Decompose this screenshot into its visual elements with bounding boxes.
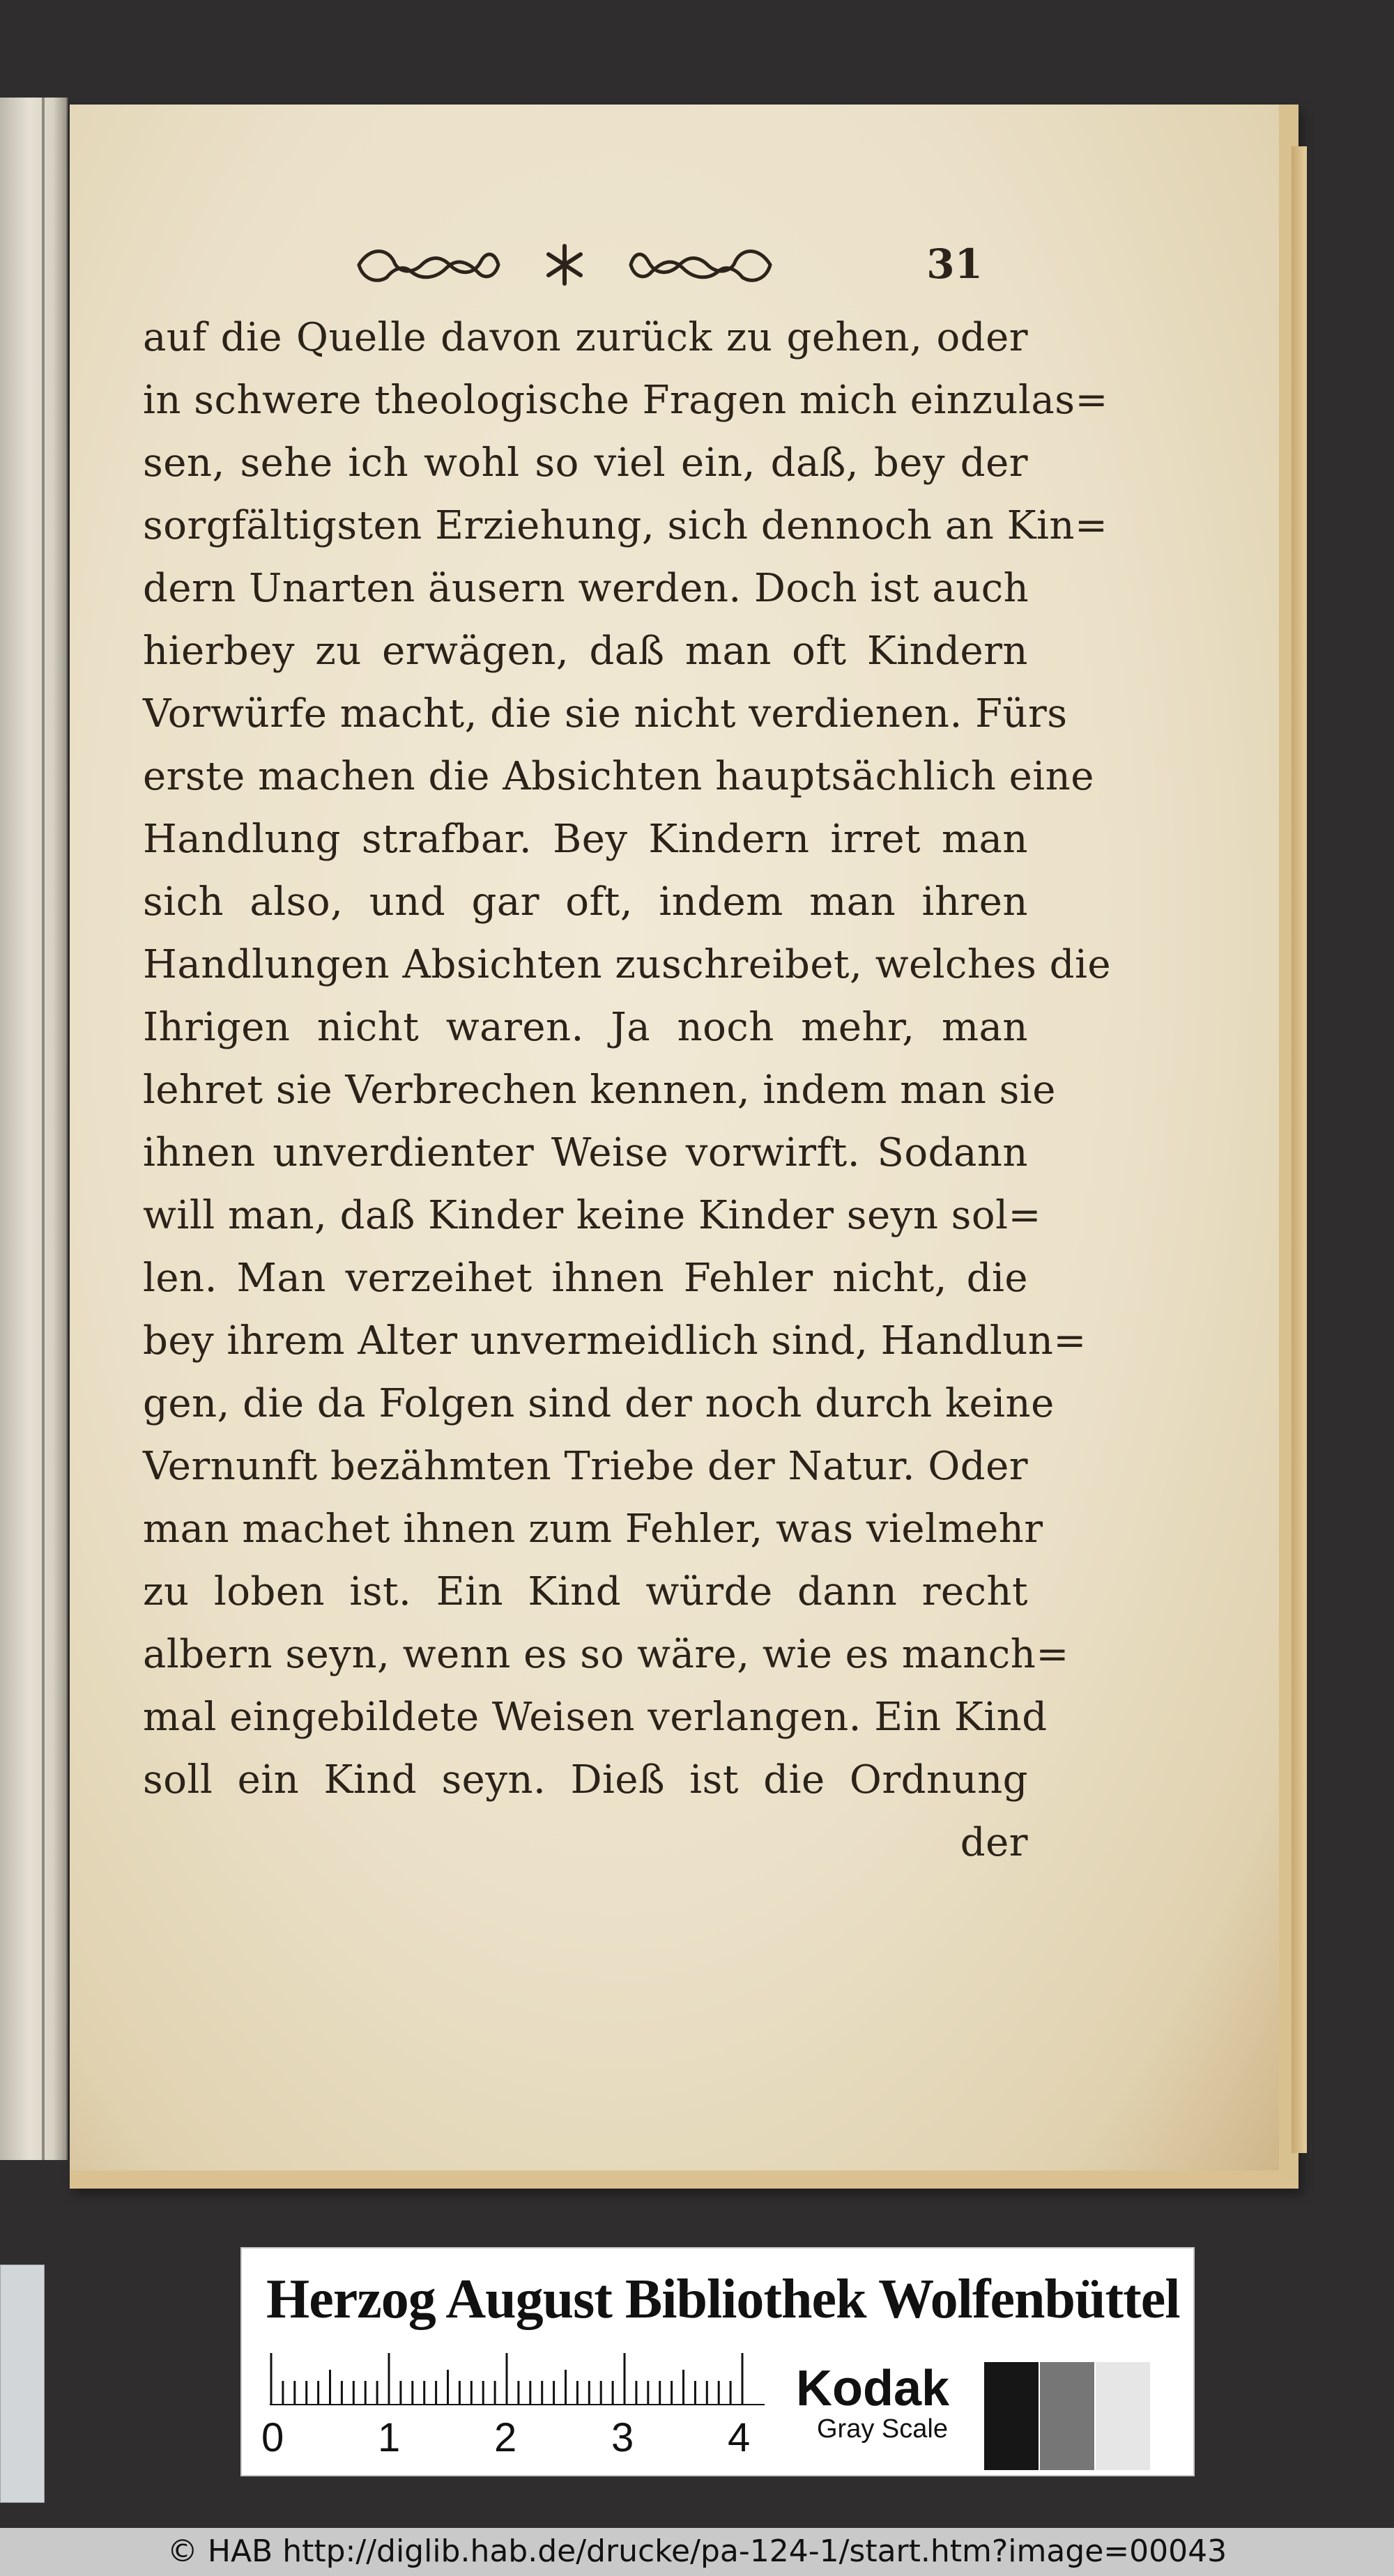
text-line: len. Man verzeihet ihnen Fehler nicht, die [143,1256,1028,1301]
ornament-right-icon [627,244,774,286]
text-line: will man, daß Kinder keine Kinder seyn sol= [143,1193,1041,1238]
book-page [70,105,1299,2189]
body-text [143,307,1112,1874]
ornament-left-icon [355,244,502,286]
catchword: der [960,1820,1028,1865]
text-line: auf die Quelle davon zurück zu gehen, oder [143,315,1028,360]
text-line: lehret sie Verbrechen kennen, indem man sie [143,1067,1056,1113]
text-line: sen, sehe ich wohl so viel ein, daß, bey der [143,440,1028,486]
text-line: in schwere theologische Fragen mich einzulas= [143,378,1108,423]
text-line: ihnen unverdienter Weise vorwirft. Sodann [143,1130,1028,1175]
text-line: sich also, und gar oft, indem man ihren [143,879,1028,925]
text-line: gen, die da Folgen sind der noch durch keine [143,1381,1055,1426]
text-line: man machet ihnen zum Fehler, was vielmehr [143,1506,1043,1552]
text-line: zu loben ist. Ein Kind würde dann recht [143,1569,1028,1614]
ruler-label: 3 [611,2415,634,2460]
gray-scale-label: Gray Scale [817,2414,948,2444]
asterisk-ornament-icon [540,240,589,289]
page-number: 31 [926,240,983,288]
kodak-logo: Kodak [796,2361,950,2416]
text-line: erste machen die Absichten hauptsächlich eine [143,754,1094,799]
text-line: sorgfältigsten Erziehung, sich dennoch an Kin= [143,503,1108,548]
left-paper-slip [0,2265,45,2503]
text-line: soll ein Kind seyn. Dieß ist die Ordnung [143,1757,1028,1803]
text-line: mal eingebildete Weisen verlangen. Ein Kind [143,1695,1048,1740]
ruler-label: 2 [494,2415,517,2460]
text-line: Ihrigen nicht waren. Ja noch mehr, man [143,1005,1028,1050]
swatch-gray [1040,2362,1094,2470]
text-line: Vernunft bezähmten Triebe der Natur. Oder [143,1444,1028,1489]
ruler-scale [270,2353,765,2405]
ruler-label: 0 [261,2415,284,2460]
text-line: bey ihrem Alter unvermeidlich sind, Handlun= [143,1318,1087,1364]
swatch-white [1096,2362,1150,2470]
ruler-label: 4 [728,2415,751,2460]
text-line: hierbey zu erwägen, daß man oft Kindern [143,628,1028,674]
ruler-label: 1 [378,2415,401,2460]
swatch-black [984,2362,1039,2470]
text-line: dern Unarten äusern werden. Doch ist auch [143,566,1029,611]
library-name: Herzog August Bibliothek Wolfenbüttel [266,2269,1180,2330]
text-line: Vorwürfe macht, die sie nicht verdienen. Fürs [143,691,1068,736]
source-caption: © HAB http://diglib.hab.de/drucke/pa-124-1/start.htm?image=00043 [167,2533,1227,2569]
text-line: albern seyn, wenn es so wäre, wie es manch= [143,1632,1069,1677]
color-target-card [240,2247,1195,2476]
text-line: Handlung strafbar. Bey Kindern irret man [143,817,1028,862]
text-line: Handlungen Absichten zuschreibet, welches die [143,942,1112,987]
left-page-edge [0,98,68,2160]
header-ornament [355,237,774,293]
